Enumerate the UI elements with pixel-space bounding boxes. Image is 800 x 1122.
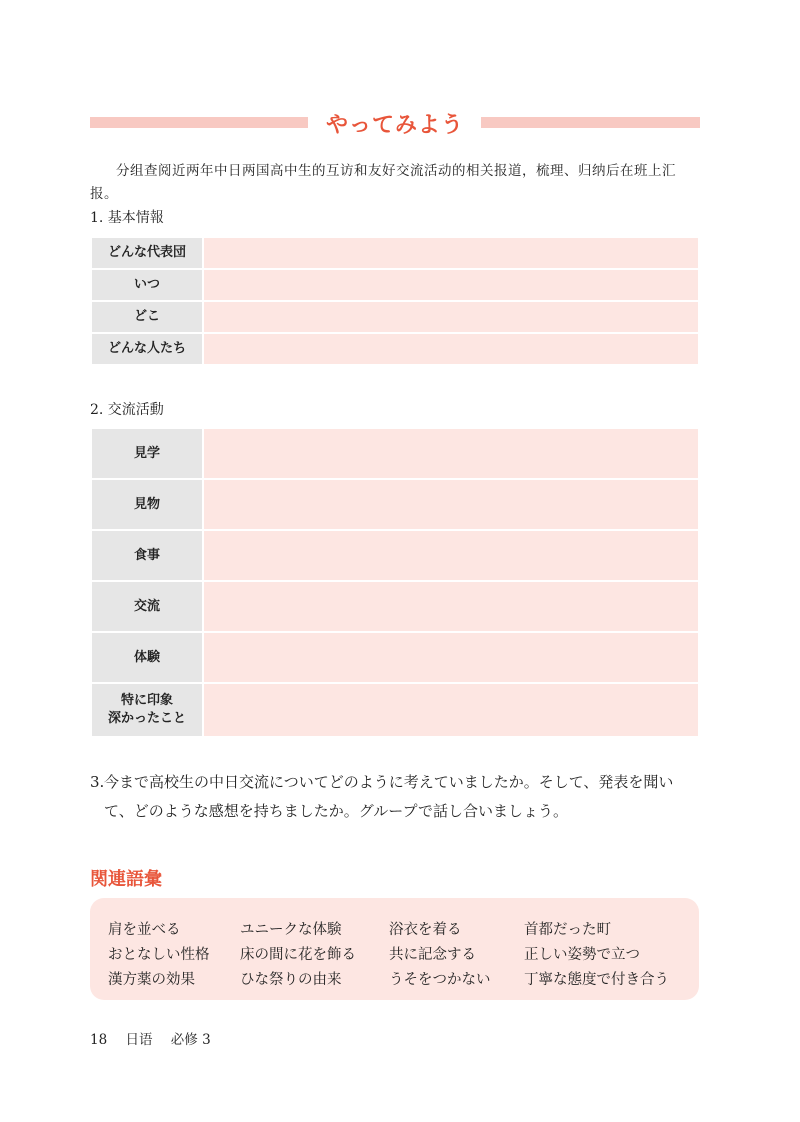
answer-cell (203, 632, 699, 683)
row-label: 交流 (91, 581, 203, 632)
section1-heading: 1. 基本情報 (90, 210, 164, 226)
vocab-item: 共に記念する (389, 947, 476, 963)
vocab-item: 肩を並べる (108, 922, 181, 938)
answer-cell (203, 683, 699, 737)
section2-heading: 2. 交流活動 (90, 402, 164, 418)
answer-cell (203, 530, 699, 581)
vocab-item: うそをつかない (389, 972, 491, 988)
answer-cell (203, 269, 699, 301)
answer-cell (203, 428, 699, 479)
table-row (91, 530, 699, 581)
vocab-item: 丁寧な態度で付き合う (524, 972, 669, 988)
vocabulary-box (90, 898, 699, 1000)
answer-cell (203, 301, 699, 333)
table-row (91, 479, 699, 530)
row-label: どこ (91, 301, 203, 333)
row-label-line: 特に印象 (120, 693, 173, 708)
page-number: 18 (90, 1032, 108, 1048)
vocabulary-title: 関連語彙 (90, 869, 162, 890)
answer-cell (203, 333, 699, 365)
table-row (91, 301, 699, 333)
row-label-impression (91, 683, 203, 737)
intro-paragraph: 分组查阅近两年中日两国高中生的互访和友好交流活动的相关报道，梳理、归纳后在班上汇报。 (90, 163, 676, 202)
page-title: やってみよう (325, 113, 464, 138)
vocab-item: 正しい姿勢で立つ (524, 947, 640, 963)
row-label-line: 深かったこと (107, 711, 186, 726)
table-row (91, 632, 699, 683)
table-row (91, 269, 699, 301)
table-row (91, 683, 699, 737)
vocab-item: おとなしい性格 (108, 947, 210, 963)
row-label: どんな人たち (91, 333, 203, 365)
vocab-item: 床の間に花を飾る (240, 947, 356, 963)
answer-cell (203, 479, 699, 530)
question-number: 3. (90, 773, 105, 791)
table-row (91, 237, 699, 269)
row-label: 食事 (91, 530, 203, 581)
answer-cell (203, 237, 699, 269)
answer-cell (203, 581, 699, 632)
title-bar-right (481, 117, 700, 128)
row-label: 見物 (91, 479, 203, 530)
vocab-item: 漢方薬の効果 (108, 972, 195, 988)
row-label: 体験 (91, 632, 203, 683)
vocab-item: 浴衣を着る (389, 922, 462, 938)
book-name: 日语 (125, 1032, 153, 1048)
discussion-question (90, 768, 702, 826)
exchange-activities-table (90, 427, 700, 738)
basic-info-table (90, 236, 700, 366)
table-row (91, 333, 699, 365)
row-label: どんな代表団 (91, 237, 203, 269)
page-footer (90, 1028, 225, 1048)
vocab-item: ひな祭りの由来 (240, 972, 342, 988)
row-label: いつ (91, 269, 203, 301)
book-volume: 必修 3 (170, 1032, 211, 1048)
vocab-item: 首都だった町 (524, 922, 611, 938)
title-bar-left (90, 117, 308, 128)
table-row (91, 428, 699, 479)
vocab-item: ユニークな体験 (240, 922, 342, 938)
question-text: 今まで高校生の中日交流についてどのように考えていましたか。そして、発表を聞いて、どのような感想を持ちましたか。グループで話し合いましょう。 (104, 773, 674, 820)
row-label: 見学 (91, 428, 203, 479)
table-row (91, 581, 699, 632)
